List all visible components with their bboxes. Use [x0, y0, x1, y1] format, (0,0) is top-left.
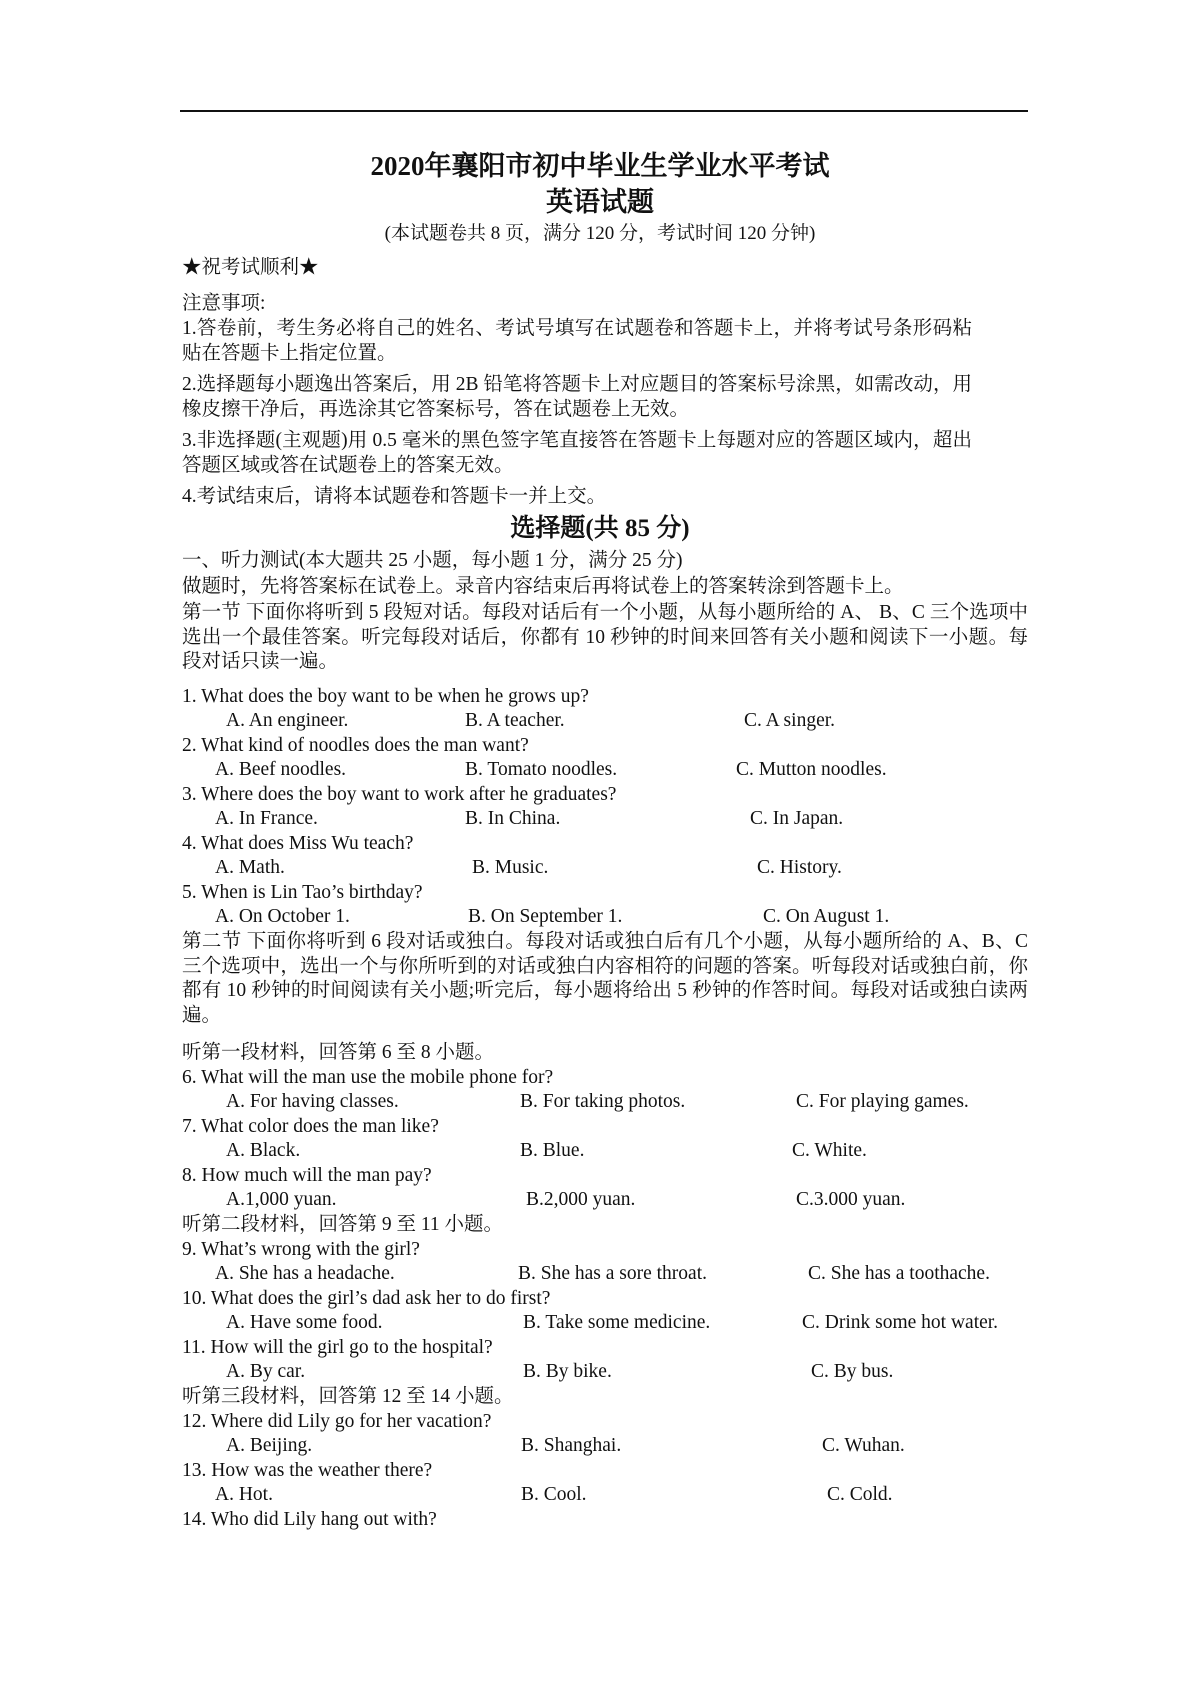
option-b: B. On September 1.: [468, 906, 623, 927]
question: 13. How was the weather there?: [182, 1460, 433, 1481]
question: 14. Who did Lily hang out with?: [182, 1509, 437, 1530]
question: 10. What does the girl’s dad ask her to do first?: [182, 1288, 551, 1309]
option-b: B. Blue.: [520, 1140, 585, 1161]
exam-subject: 英语试题: [546, 187, 654, 217]
option-c: C. For playing games.: [796, 1091, 969, 1112]
material-heading: 听第三段材料，回答第 12 至 14 小题。: [182, 1386, 514, 1407]
option-a: A. Math.: [215, 857, 285, 878]
top-rule: [180, 110, 1028, 112]
option-a: A.1,000 yuan.: [226, 1189, 337, 1210]
notice-item: 3.非选择题(主观题)用 0.5 毫米的黑色签字笔直接答在答题卡上每题对应的答题区域内，超出答题区域或答在试题卷上的答案无效。: [182, 430, 972, 476]
option-a: A. On October 1.: [215, 906, 350, 927]
option-c: C. Mutton noodles.: [736, 759, 887, 780]
exam-info: (本试题卷共 8 页，满分 120 分，考试时间 120 分钟): [384, 223, 816, 244]
option-b: B. She has a sore throat.: [518, 1263, 708, 1284]
option-b: B. In China.: [465, 808, 561, 829]
section-title: 选择题(共 85 分): [510, 515, 690, 542]
part-heading: 一、听力测试(本大题共 25 小题，每小题 1 分，满分 25 分): [182, 550, 683, 571]
option-a: A. For having classes.: [226, 1091, 399, 1112]
notice-heading: 注意事项:: [182, 293, 266, 314]
option-b: B. Take some medicine.: [523, 1312, 711, 1333]
option-c: C. Wuhan.: [822, 1435, 905, 1456]
question: 8. How much will the man pay?: [182, 1165, 432, 1186]
subsection-2-instructions: 第二节 下面你将听到 6 段对话或独白。每段对话或独白后有几个小题，从每小题所给的 A、B、C 三个选项中，选出一个与你所听到的对话或独白内容相符的问题的答案。听每段对话或独白前，你都有 10 秒钟的时间阅读有关小题;听完后，每小题将给出 5 秒钟的作答时间。每段对话或独白读两遍。: [182, 931, 1028, 1026]
option-c: C. On August 1.: [763, 906, 890, 927]
option-b: B. A teacher.: [465, 710, 565, 731]
question: 7. What color does the man like?: [182, 1116, 439, 1137]
question: 12. Where did Lily go for her vacation?: [182, 1411, 492, 1432]
option-c: C. Cold.: [827, 1484, 893, 1505]
option-c: C. She has a toothache.: [808, 1263, 990, 1284]
material-heading: 听第一段材料，回答第 6 至 8 小题。: [182, 1042, 495, 1063]
option-a: A. She has a headache.: [215, 1263, 395, 1284]
option-b: B. For taking photos.: [520, 1091, 686, 1112]
question: 9. What’s wrong with the girl?: [182, 1239, 420, 1260]
option-a: A. By car.: [226, 1361, 306, 1382]
option-a: A. Beijing.: [226, 1435, 313, 1456]
option-c: C. By bus.: [811, 1361, 894, 1382]
option-c: C. History.: [757, 857, 842, 878]
option-c: C. A singer.: [744, 710, 836, 731]
question: 2. What kind of noodles does the man want?: [182, 735, 529, 756]
option-b: B. Music.: [472, 857, 549, 878]
option-b: B. Tomato noodles.: [465, 759, 618, 780]
question: 5. When is Lin Tao’s birthday?: [182, 882, 423, 903]
option-b: B. Cool.: [521, 1484, 587, 1505]
good-luck-wish: ★祝考试顺利★: [182, 257, 319, 278]
option-b: B. By bike.: [523, 1361, 612, 1382]
option-b: B. Shanghai.: [521, 1435, 622, 1456]
option-c: C.3.000 yuan.: [796, 1189, 906, 1210]
option-b: B.2,000 yuan.: [526, 1189, 636, 1210]
question: 1. What does the boy want to be when he grows up?: [182, 686, 589, 707]
question: 6. What will the man use the mobile phone for?: [182, 1067, 554, 1088]
option-c: C. Drink some hot water.: [802, 1312, 999, 1333]
option-a: A. Beef noodles.: [215, 759, 347, 780]
option-a: A. An engineer.: [226, 710, 349, 731]
subsection-1-instructions: 第一节 下面你将听到 5 段短对话。每段对话后有一个小题，从每小题所给的 A、 B、C 三个选项中选出一个最佳答案。听完每段对话后，你都有 10 秒钟的时间来回答有关小题和阅读下一小题。每段对话只读一遍。: [182, 602, 1028, 672]
option-a: A. Hot.: [215, 1484, 273, 1505]
question: 11. How will the girl go to the hospital?: [182, 1337, 493, 1358]
question: 3. Where does the boy want to work after he graduates?: [182, 784, 617, 805]
notice-item: 1.答卷前，考生务必将自己的姓名、考试号填写在试题卷和答题卡上，并将考试号条形码粘贴在答题卡上指定位置。: [182, 318, 972, 364]
notice-item: 4.考试结束后，请将本试题卷和答题卡一并上交。: [182, 486, 607, 507]
part-instructions: 做题时，先将答案标在试卷上。录音内容结束后再将试卷上的答案转涂到答题卡上。: [182, 576, 904, 597]
material-heading: 听第二段材料，回答第 9 至 11 小题。: [182, 1214, 504, 1235]
question: 4. What does Miss Wu teach?: [182, 833, 414, 854]
option-c: C. In Japan.: [750, 808, 844, 829]
option-a: A. In France.: [215, 808, 318, 829]
option-a: A. Have some food.: [226, 1312, 383, 1333]
option-a: A. Black.: [226, 1140, 301, 1161]
exam-title: 2020年襄阳市初中毕业生学业水平考试: [370, 151, 830, 181]
notice-item: 2.选择题每小题逸出答案后，用 2B 铅笔将答题卡上对应题目的答案标号涂黑，如需改动，用橡皮擦干净后，再选涂其它答案标号，答在试题卷上无效。: [182, 374, 972, 420]
option-c: C. White.: [792, 1140, 867, 1161]
